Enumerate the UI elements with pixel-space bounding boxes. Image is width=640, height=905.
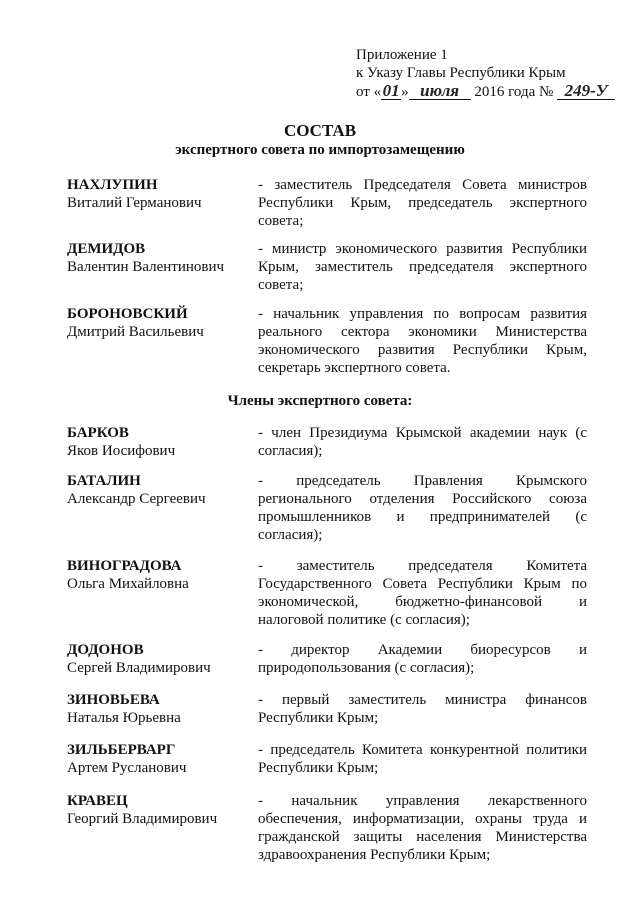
person-name (67, 472, 247, 508)
person-surname: КРАВЕЦ (67, 793, 128, 809)
person-name (67, 557, 247, 593)
appendix-header (356, 46, 615, 100)
appendix-line-1: Приложение 1 (356, 47, 448, 63)
date-year: 2016 года № (474, 84, 554, 100)
person-role: - начальник управления лекарственного обеспечения, информатизации, охраны труда и гражданской защиты населения Министерства здравоохранения Республики Крым; (258, 793, 587, 863)
person-given-name: Артем Русланович (67, 760, 187, 776)
person-given-name: Александр Сергеевич (67, 491, 206, 507)
date-quote-close: » (401, 84, 409, 100)
person-role: - член Президиума Крымской академии наук (с согласия); (258, 425, 587, 459)
person-surname: ЗИЛЬБЕРВАРГ (67, 742, 176, 758)
person-name (67, 641, 247, 677)
document-title: СОСТАВ (283, 121, 357, 140)
person-role: - председатель Комитета конкурентной политики Республики Крым; (258, 742, 587, 776)
person-role: - заместитель председателя Комитета Государственного Совета Республики Крым по экономической, бюджетно-финансовой и налоговой политике (с согласия); (258, 558, 587, 628)
handwritten-month: июля (409, 82, 471, 100)
person-given-name: Яков Иосифович (67, 443, 176, 459)
appendix-line-3 (356, 82, 615, 100)
person-given-name: Дмитрий Васильевич (67, 324, 204, 340)
person-role: - первый заместитель министра финансов Республики Крым; (258, 692, 587, 726)
person-name (67, 176, 247, 212)
person-given-name: Георгий Владимирович (67, 811, 218, 827)
person-given-name: Наталья Юрьевна (67, 710, 181, 726)
person-given-name: Сергей Владимирович (67, 660, 211, 676)
date-prefix: от « (356, 84, 382, 100)
person-name (67, 305, 247, 341)
person-given-name: Ольга Михайловна (67, 576, 189, 592)
person-surname: ДОДОНОВ (67, 642, 144, 658)
person-surname: НАХЛУПИН (67, 177, 158, 193)
person-surname: БАРКОВ (67, 425, 129, 441)
person-given-name: Валентин Валентинович (67, 259, 225, 275)
handwritten-number: 249-У (557, 82, 615, 100)
person-name (67, 424, 247, 460)
person-name (67, 240, 247, 276)
members-heading: Члены экспертного совета: (227, 393, 413, 409)
person-surname: ЗИНОВЬЕВА (67, 692, 160, 708)
person-role: - председатель Правления Крымского регионального отделения Российского союза промышленников и предпринимателей (с согласия); (258, 473, 587, 543)
person-surname: ВИНОГРАДОВА (67, 558, 182, 574)
person-role: - директор Академии биоресурсов и природопользования (с согласия); (258, 642, 587, 676)
person-name (67, 691, 247, 727)
handwritten-day: 01 (382, 81, 400, 100)
person-surname: БОРОНОВСКИЙ (67, 306, 188, 322)
person-role: - начальник управления по вопросам развития реального сектора экономики Министерства экономического развития Республики Крым, секретарь экспертного совета. (258, 306, 587, 376)
person-surname: ДЕМИДОВ (67, 241, 146, 257)
person-name (67, 741, 247, 777)
person-name (67, 792, 247, 828)
person-role: - заместитель Председателя Совета министров Республики Крым, председатель экспертного совета; (258, 177, 587, 229)
person-role: - министр экономического развития Республики Крым, заместитель председателя экспертного совета; (258, 241, 587, 293)
person-surname: БАТАЛИН (67, 473, 141, 489)
appendix-line-2: к Указу Главы Республики Крым (356, 65, 566, 81)
document-subtitle: экспертного совета по импортозамещению (175, 142, 465, 158)
person-given-name: Виталий Германович (67, 195, 202, 211)
